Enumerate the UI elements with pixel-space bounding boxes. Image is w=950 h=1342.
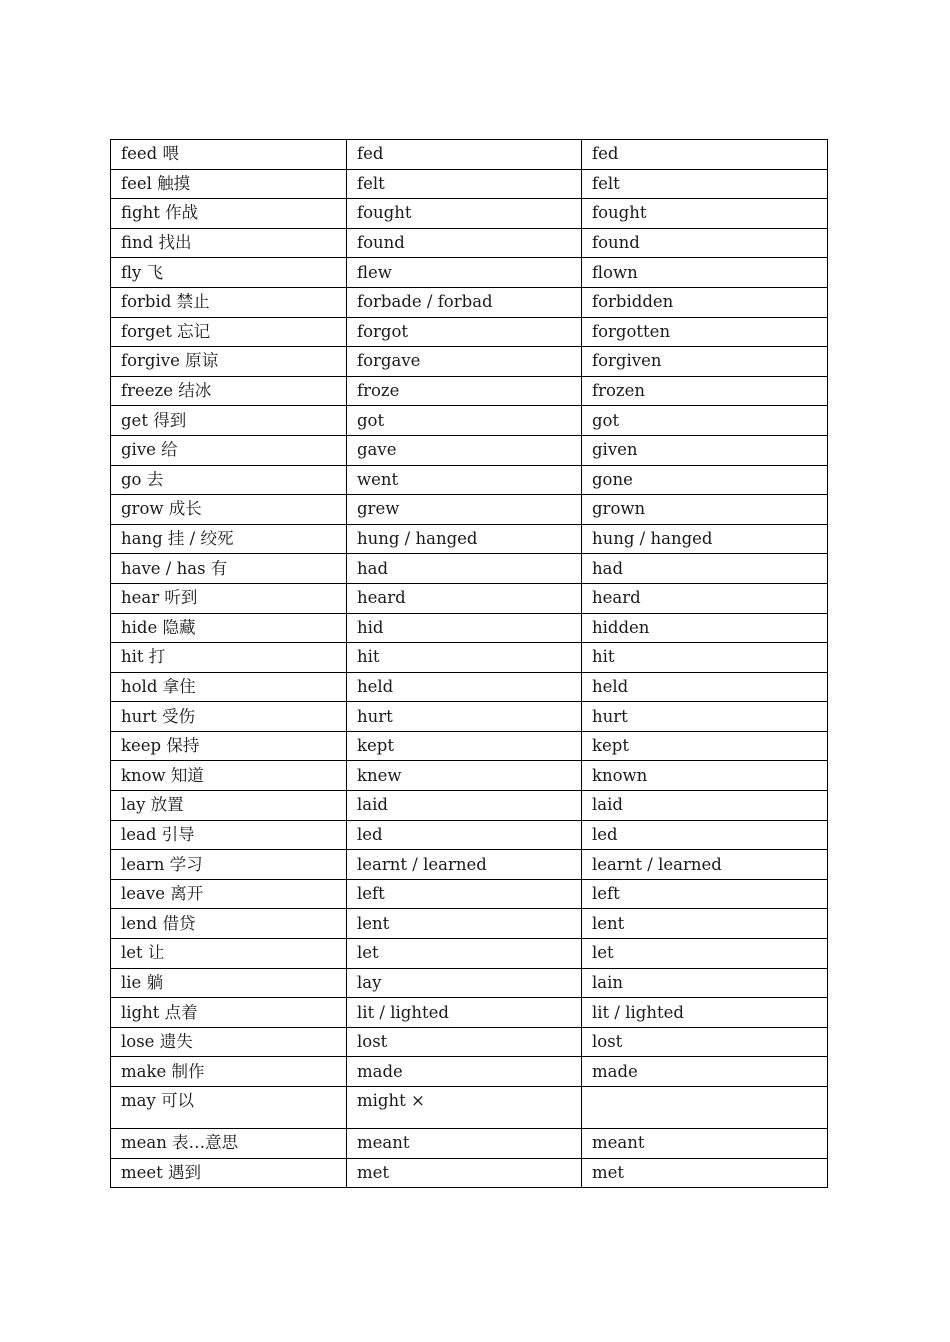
base-form-cell: lend 借贷 [111,909,347,939]
past-participle-cell: forbidden [582,287,828,317]
table-row [111,347,828,377]
table-row [111,879,828,909]
past-participle-cell: fed [582,140,828,170]
table-row [111,613,828,643]
base-form-cell: get 得到 [111,406,347,436]
past-tense-cell: flew [347,258,582,288]
base-form-cell: feel 触摸 [111,169,347,199]
table-row [111,702,828,732]
table-row [111,228,828,258]
table-row [111,968,828,998]
past-tense-cell: grew [347,495,582,525]
past-tense-cell: learnt / learned [347,850,582,880]
past-participle-cell: fought [582,199,828,229]
past-participle-cell: hit [582,643,828,673]
past-participle-cell: left [582,879,828,909]
past-participle-cell: grown [582,495,828,525]
table-row [111,287,828,317]
past-tense-cell: left [347,879,582,909]
past-tense-cell: lit / lighted [347,998,582,1028]
base-form-cell: hurt 受伤 [111,702,347,732]
past-participle-cell: laid [582,791,828,821]
past-participle-cell: forgiven [582,347,828,377]
past-participle-cell: flown [582,258,828,288]
table-row [111,435,828,465]
base-form-cell: forgive 原谅 [111,347,347,377]
past-participle-cell: gone [582,465,828,495]
base-form-cell: light 点着 [111,998,347,1028]
past-tense-cell: led [347,820,582,850]
past-tense-cell: hid [347,613,582,643]
base-form-cell: fight 作战 [111,199,347,229]
past-tense-cell: forgave [347,347,582,377]
past-participle-cell: met [582,1158,828,1188]
base-form-cell: forget 忘记 [111,317,347,347]
base-form-cell: lose 遗失 [111,1027,347,1057]
past-participle-cell: hidden [582,613,828,643]
past-participle-cell: felt [582,169,828,199]
table-row [111,909,828,939]
past-tense-cell: held [347,672,582,702]
past-tense-cell: might × [347,1087,582,1129]
past-participle-cell: got [582,406,828,436]
past-participle-cell: found [582,228,828,258]
past-participle-cell: had [582,554,828,584]
past-participle-cell: lost [582,1027,828,1057]
base-form-cell: hold 拿住 [111,672,347,702]
table-row [111,583,828,613]
table-row [111,258,828,288]
base-form-cell: lay 放置 [111,791,347,821]
table-row [111,998,828,1028]
base-form-cell: leave 离开 [111,879,347,909]
table-row [111,1158,828,1188]
past-tense-cell: had [347,554,582,584]
past-participle-cell: meant [582,1129,828,1159]
table-body [111,140,828,1188]
past-participle-cell: lain [582,968,828,998]
irregular-verbs-table [110,139,828,1188]
table-row [111,1087,828,1129]
past-tense-cell: hurt [347,702,582,732]
table-row [111,850,828,880]
past-tense-cell: meant [347,1129,582,1159]
table-row [111,406,828,436]
table-row [111,939,828,969]
base-form-cell: know 知道 [111,761,347,791]
past-tense-cell: went [347,465,582,495]
base-form-cell: lead 引导 [111,820,347,850]
past-tense-cell: fought [347,199,582,229]
past-participle-cell: held [582,672,828,702]
past-participle-cell: kept [582,731,828,761]
base-form-cell: keep 保持 [111,731,347,761]
base-form-cell: hit 打 [111,643,347,673]
past-participle-cell [582,1087,828,1129]
table-row [111,791,828,821]
table-row [111,199,828,229]
past-tense-cell: made [347,1057,582,1087]
past-tense-cell: fed [347,140,582,170]
table-row [111,169,828,199]
past-tense-cell: hit [347,643,582,673]
past-tense-cell: lay [347,968,582,998]
base-form-cell: have / has 有 [111,554,347,584]
past-participle-cell: heard [582,583,828,613]
past-tense-cell: hung / hanged [347,524,582,554]
past-participle-cell: lent [582,909,828,939]
table-row [111,672,828,702]
past-tense-cell: found [347,228,582,258]
base-form-cell: feed 喂 [111,140,347,170]
past-tense-cell: lent [347,909,582,939]
table-row [111,140,828,170]
past-participle-cell: given [582,435,828,465]
past-tense-cell: gave [347,435,582,465]
table-row [111,761,828,791]
base-form-cell: go 去 [111,465,347,495]
base-form-cell: forbid 禁止 [111,287,347,317]
base-form-cell: may 可以 [111,1087,347,1129]
past-tense-cell: froze [347,376,582,406]
past-tense-cell: knew [347,761,582,791]
base-form-cell: make 制作 [111,1057,347,1087]
table-row [111,820,828,850]
base-form-cell: hear 听到 [111,583,347,613]
past-tense-cell: forbade / forbad [347,287,582,317]
base-form-cell: hide 隐藏 [111,613,347,643]
past-participle-cell: made [582,1057,828,1087]
base-form-cell: freeze 结冰 [111,376,347,406]
past-participle-cell: led [582,820,828,850]
past-tense-cell: forgot [347,317,582,347]
past-participle-cell: frozen [582,376,828,406]
past-participle-cell: hung / hanged [582,524,828,554]
base-form-cell: give 给 [111,435,347,465]
table-row [111,643,828,673]
base-form-cell: mean 表…意思 [111,1129,347,1159]
past-participle-cell: learnt / learned [582,850,828,880]
past-participle-cell: forgotten [582,317,828,347]
table-row [111,1027,828,1057]
table-row [111,1129,828,1159]
table-row [111,317,828,347]
base-form-cell: find 找出 [111,228,347,258]
table-row [111,731,828,761]
table-row [111,554,828,584]
past-participle-cell: lit / lighted [582,998,828,1028]
base-form-cell: lie 躺 [111,968,347,998]
table-row [111,376,828,406]
past-tense-cell: met [347,1158,582,1188]
past-participle-cell: hurt [582,702,828,732]
base-form-cell: learn 学习 [111,850,347,880]
table-row [111,465,828,495]
base-form-cell: meet 遇到 [111,1158,347,1188]
past-tense-cell: let [347,939,582,969]
base-form-cell: let 让 [111,939,347,969]
past-tense-cell: heard [347,583,582,613]
past-tense-cell: laid [347,791,582,821]
table-row [111,1057,828,1087]
past-tense-cell: lost [347,1027,582,1057]
past-tense-cell: kept [347,731,582,761]
base-form-cell: hang 挂 / 绞死 [111,524,347,554]
base-form-cell: fly 飞 [111,258,347,288]
table-row [111,495,828,525]
base-form-cell: grow 成长 [111,495,347,525]
past-participle-cell: let [582,939,828,969]
past-tense-cell: got [347,406,582,436]
past-participle-cell: known [582,761,828,791]
past-tense-cell: felt [347,169,582,199]
table-row [111,524,828,554]
